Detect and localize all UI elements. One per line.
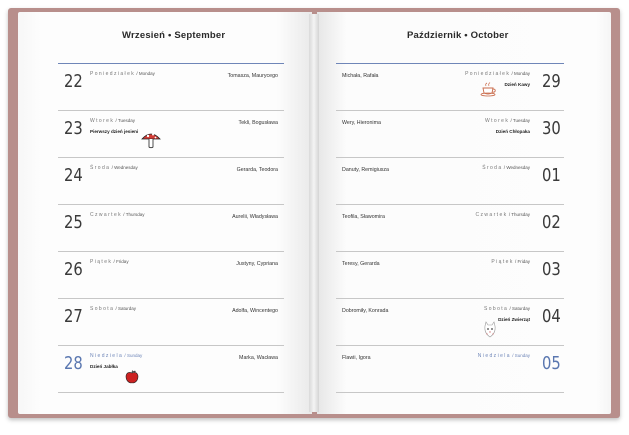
day-name xyxy=(482,165,530,171)
day-name-en: Saturday xyxy=(118,306,137,311)
day-row xyxy=(336,205,564,252)
day-name-en: Wednesday xyxy=(114,165,138,170)
day-number: 23 xyxy=(64,118,83,139)
animal-icon xyxy=(482,321,498,339)
day-name-pl: Środa xyxy=(482,165,503,171)
day-name xyxy=(484,306,530,312)
day-name-pl: Piątek xyxy=(491,259,514,265)
right-month-title: Październik • October xyxy=(407,30,509,41)
name-day-text: Teofila, Sławomira xyxy=(342,214,385,220)
day-name-pl: Czwartek xyxy=(90,212,123,218)
holiday-label: Pierwszy dzień jesieni xyxy=(90,129,139,134)
day-name-pl: Sobota xyxy=(90,306,115,312)
day-row xyxy=(58,346,284,393)
day-name xyxy=(491,259,530,265)
day-name xyxy=(90,212,144,218)
name-day-text: Wery, Hieronima xyxy=(342,120,381,126)
day-name xyxy=(90,165,138,171)
day-name-separator: / xyxy=(114,306,119,311)
day-number: 30 xyxy=(542,118,561,139)
day-name-pl: Wtorek xyxy=(90,118,115,124)
day-name-separator: / xyxy=(114,118,118,123)
name-day-text: Marka, Wacława xyxy=(239,355,278,361)
name-day-text: Justyny, Cypriana xyxy=(236,261,278,267)
day-number: 27 xyxy=(64,306,83,327)
day-name-en: Sunday xyxy=(514,353,530,358)
name-day-text: Gerarda, Teodora xyxy=(236,167,278,173)
holiday-label: Dzień Zwierząt xyxy=(498,317,530,322)
day-name-pl: Wtorek xyxy=(484,118,510,124)
book-spine xyxy=(309,14,319,412)
day-name-pl: Sobota xyxy=(483,306,509,312)
day-name-pl: Poniedziałek xyxy=(90,71,136,77)
left-month-title: Wrzesień • September xyxy=(122,30,226,41)
name-day-text: Aurelii, Władysława xyxy=(232,214,278,220)
coffee-cup-icon xyxy=(480,81,498,97)
day-name-en: Friday xyxy=(116,259,129,264)
day-name-en: Tuesday xyxy=(512,118,530,123)
day-name-pl: Piątek xyxy=(90,259,113,265)
day-name-separator: / xyxy=(508,306,512,311)
day-number: 22 xyxy=(64,71,83,92)
day-number: 26 xyxy=(64,259,83,280)
day-name-separator: / xyxy=(510,353,515,358)
day-name-separator: / xyxy=(123,353,127,358)
row-divider xyxy=(58,392,284,393)
day-name-pl: Niedziela xyxy=(90,353,124,359)
day-name-en: Tuesday xyxy=(117,118,136,123)
day-name-separator: / xyxy=(112,259,117,264)
day-row xyxy=(58,205,284,252)
apple-icon xyxy=(124,369,140,385)
day-row xyxy=(336,252,564,299)
day-name-en: Friday xyxy=(517,259,530,264)
day-name-en: Sunday xyxy=(126,353,143,358)
name-day-text: Flawii, Igora xyxy=(342,355,371,361)
day-number: 25 xyxy=(64,212,83,233)
day-number: 24 xyxy=(64,165,83,186)
day-row xyxy=(336,158,564,205)
day-name-en: Monday xyxy=(513,71,530,76)
day-name xyxy=(90,118,135,124)
day-name xyxy=(90,306,136,312)
day-name xyxy=(485,118,530,124)
name-day-text: Dobromiły, Konrada xyxy=(342,308,389,314)
day-row xyxy=(58,64,284,111)
day-name-separator: / xyxy=(513,259,518,264)
day-number: 05 xyxy=(542,353,561,374)
day-name-pl: Poniedziałek xyxy=(465,71,511,77)
day-number: 02 xyxy=(542,212,561,233)
day-name-pl: Czwartek xyxy=(475,212,508,218)
day-name-en: Thursday xyxy=(125,212,145,217)
day-name-separator: / xyxy=(502,165,507,170)
day-row xyxy=(58,158,284,205)
day-row xyxy=(336,346,564,393)
day-name-separator: / xyxy=(509,118,513,123)
day-name xyxy=(90,259,129,265)
day-name-en: Wednesday xyxy=(506,165,530,170)
day-number: 03 xyxy=(542,259,561,280)
name-day-text: Tomasza, Maurycego xyxy=(227,73,278,79)
name-day-text: Adolfa, Wincentego xyxy=(232,308,278,314)
day-name-en: Monday xyxy=(138,71,155,76)
day-name-en: Thursday xyxy=(511,212,530,217)
day-number: 29 xyxy=(542,71,561,92)
day-name xyxy=(90,353,142,359)
name-day-text: Tekli, Bogusława xyxy=(238,120,278,126)
holiday-label: Dzień Jabłka xyxy=(90,364,118,369)
day-name-separator: / xyxy=(510,71,514,76)
day-row xyxy=(58,111,284,158)
day-name-separator: / xyxy=(122,212,126,217)
day-row xyxy=(336,111,564,158)
day-name-separator: / xyxy=(135,71,139,76)
day-name-en: Saturday xyxy=(511,306,530,311)
day-row xyxy=(58,252,284,299)
holiday-label: Dzień Kawy xyxy=(504,82,530,87)
day-name xyxy=(465,71,530,77)
day-row xyxy=(58,299,284,346)
name-day-text: Danuty, Remigiusza xyxy=(342,167,390,173)
day-number: 04 xyxy=(542,306,561,327)
day-name-pl: Środa xyxy=(90,165,111,171)
day-row xyxy=(336,299,564,346)
day-number: 28 xyxy=(64,353,83,374)
day-row xyxy=(336,64,564,111)
day-name xyxy=(478,353,530,359)
mushroom-icon xyxy=(140,128,162,150)
holiday-label: Dzień Chłopaka xyxy=(495,129,530,134)
row-divider xyxy=(336,392,564,393)
name-day-text: Michała, Rafała xyxy=(342,73,379,79)
day-name xyxy=(90,71,155,77)
day-number: 01 xyxy=(542,165,561,186)
day-name-pl: Niedziela xyxy=(477,353,511,359)
day-name-separator: / xyxy=(110,165,115,170)
day-name-separator: / xyxy=(507,212,512,217)
name-day-text: Teresy, Gerarda xyxy=(342,261,380,267)
day-name xyxy=(476,212,530,218)
